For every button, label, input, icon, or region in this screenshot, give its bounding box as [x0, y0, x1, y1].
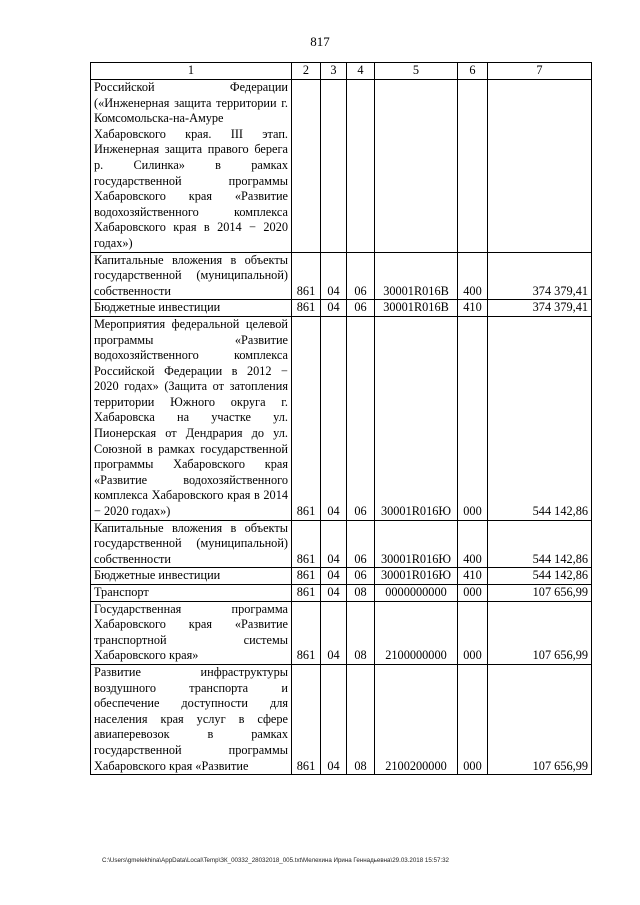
row-code-gr-cell: 861: [292, 520, 321, 568]
row-section-cell: 04: [321, 300, 347, 317]
row-section-cell: 04: [321, 252, 347, 300]
row-amount-cell: 107 656,99: [488, 585, 592, 602]
row-code-gr-cell: 861: [292, 316, 321, 520]
row-target-article-cell: 30001R016Ю: [375, 568, 458, 585]
row-code-gr-cell: 861: [292, 300, 321, 317]
row-target-article-cell: 30001R016Ю: [375, 520, 458, 568]
header-col-1: 1: [91, 63, 292, 80]
row-name-cell: Государственная программа Хабаровского края «Развитие транспортной системы Хабаровского края»: [91, 601, 292, 664]
row-amount-cell: [488, 80, 592, 253]
row-name-cell: Капитальные вложения в объекты государственной (муниципальной) собственности: [91, 520, 292, 568]
header-col-2: 2: [292, 63, 321, 80]
row-target-article-cell: 0000000000: [375, 585, 458, 602]
budget-table: [90, 62, 592, 775]
row-subsection-cell: 06: [347, 520, 375, 568]
header-col-5: 5: [375, 63, 458, 80]
table-row: [91, 664, 592, 774]
row-code-gr-cell: 861: [292, 664, 321, 774]
row-code-gr-cell: 861: [292, 585, 321, 602]
row-amount-cell: 107 656,99: [488, 664, 592, 774]
row-code-gr-cell: [292, 80, 321, 253]
row-subsection-cell: 08: [347, 585, 375, 602]
row-section-cell: 04: [321, 520, 347, 568]
row-subsection-cell: 06: [347, 316, 375, 520]
row-expense-type-cell: 400: [458, 252, 488, 300]
header-col-6: 6: [458, 63, 488, 80]
file-path-footer: C:\Users\gmelekhina\AppData\Local\Temp\ЗК_00332_28032018_005.txt\Мелехина Ирина Геннадьевна\29.03.2018 15:57:32: [102, 857, 449, 864]
row-amount-cell: 107 656,99: [488, 601, 592, 664]
row-target-article-cell: 30001R016В: [375, 300, 458, 317]
row-expense-type-cell: 410: [458, 300, 488, 317]
row-section-cell: 04: [321, 585, 347, 602]
row-target-article-cell: 2100000000: [375, 601, 458, 664]
row-section-cell: 04: [321, 664, 347, 774]
row-subsection-cell: [347, 80, 375, 253]
table-row: [91, 300, 592, 317]
row-subsection-cell: 06: [347, 252, 375, 300]
row-name-cell: Мероприятия федеральной целевой программы «Развитие водохозяйственного комплекса Российской Федерации в 2012 − 2020 годах» (Защита от затопления территории Южного округа г. Хабаровска на участке ул. Пионерская от Дендрария до ул. Союзной в рамках государственной программы Хабаровского края «Развитие водохозяйственного комплекса Хабаровского края в 2014 − 2020 годах»): [91, 316, 292, 520]
row-section-cell: 04: [321, 568, 347, 585]
table-row: [91, 585, 592, 602]
row-expense-type-cell: 000: [458, 601, 488, 664]
row-target-article-cell: [375, 80, 458, 253]
row-subsection-cell: 06: [347, 568, 375, 585]
table-row: [91, 316, 592, 520]
row-name-cell: Бюджетные инвестиции: [91, 568, 292, 585]
row-subsection-cell: 08: [347, 664, 375, 774]
row-expense-type-cell: 000: [458, 664, 488, 774]
header-col-7: 7: [488, 63, 592, 80]
row-name-cell: Транспорт: [91, 585, 292, 602]
row-section-cell: 04: [321, 601, 347, 664]
row-expense-type-cell: 000: [458, 316, 488, 520]
table-row: [91, 568, 592, 585]
row-expense-type-cell: 400: [458, 520, 488, 568]
row-amount-cell: 374 379,41: [488, 300, 592, 317]
page-number: 817: [310, 34, 330, 49]
row-target-article-cell: 2100200000: [375, 664, 458, 774]
table-body: [91, 80, 592, 775]
table-row: [91, 520, 592, 568]
row-name-cell: Развитие инфраструктуры воздушного транспорта и обеспечение доступности для населения края услуг в сфере авиаперевозок в рамках государственной программы Хабаровского края «Развитие: [91, 664, 292, 774]
row-expense-type-cell: 410: [458, 568, 488, 585]
row-code-gr-cell: 861: [292, 568, 321, 585]
row-name-cell: Российской Федерации («Инженерная защита территории г. Комсомольска-на-Амуре Хабаровского края. III этап. Инженерная защита правого берега р. Силинка» в рамках государственной программы Хабаровского края «Развитие водохозяйственного комплекса Хабаровского края в 2014 − 2020 годах»): [91, 80, 292, 253]
row-target-article-cell: 30001R016Ю: [375, 316, 458, 520]
row-amount-cell: 544 142,86: [488, 520, 592, 568]
table-row: [91, 80, 592, 253]
row-amount-cell: 544 142,86: [488, 568, 592, 585]
row-amount-cell: 544 142,86: [488, 316, 592, 520]
row-code-gr-cell: 861: [292, 601, 321, 664]
row-subsection-cell: 08: [347, 601, 375, 664]
row-subsection-cell: 06: [347, 300, 375, 317]
row-name-cell: Бюджетные инвестиции: [91, 300, 292, 317]
row-name-cell: Капитальные вложения в объекты государственной (муниципальной) собственности: [91, 252, 292, 300]
table-row: [91, 601, 592, 664]
row-section-cell: [321, 80, 347, 253]
row-target-article-cell: 30001R016В: [375, 252, 458, 300]
row-amount-cell: 374 379,41: [488, 252, 592, 300]
row-expense-type-cell: [458, 80, 488, 253]
table-row: [91, 252, 592, 300]
row-section-cell: 04: [321, 316, 347, 520]
row-code-gr-cell: 861: [292, 252, 321, 300]
header-col-4: 4: [347, 63, 375, 80]
table-header-row: [91, 63, 592, 80]
header-col-3: 3: [321, 63, 347, 80]
row-expense-type-cell: 000: [458, 585, 488, 602]
